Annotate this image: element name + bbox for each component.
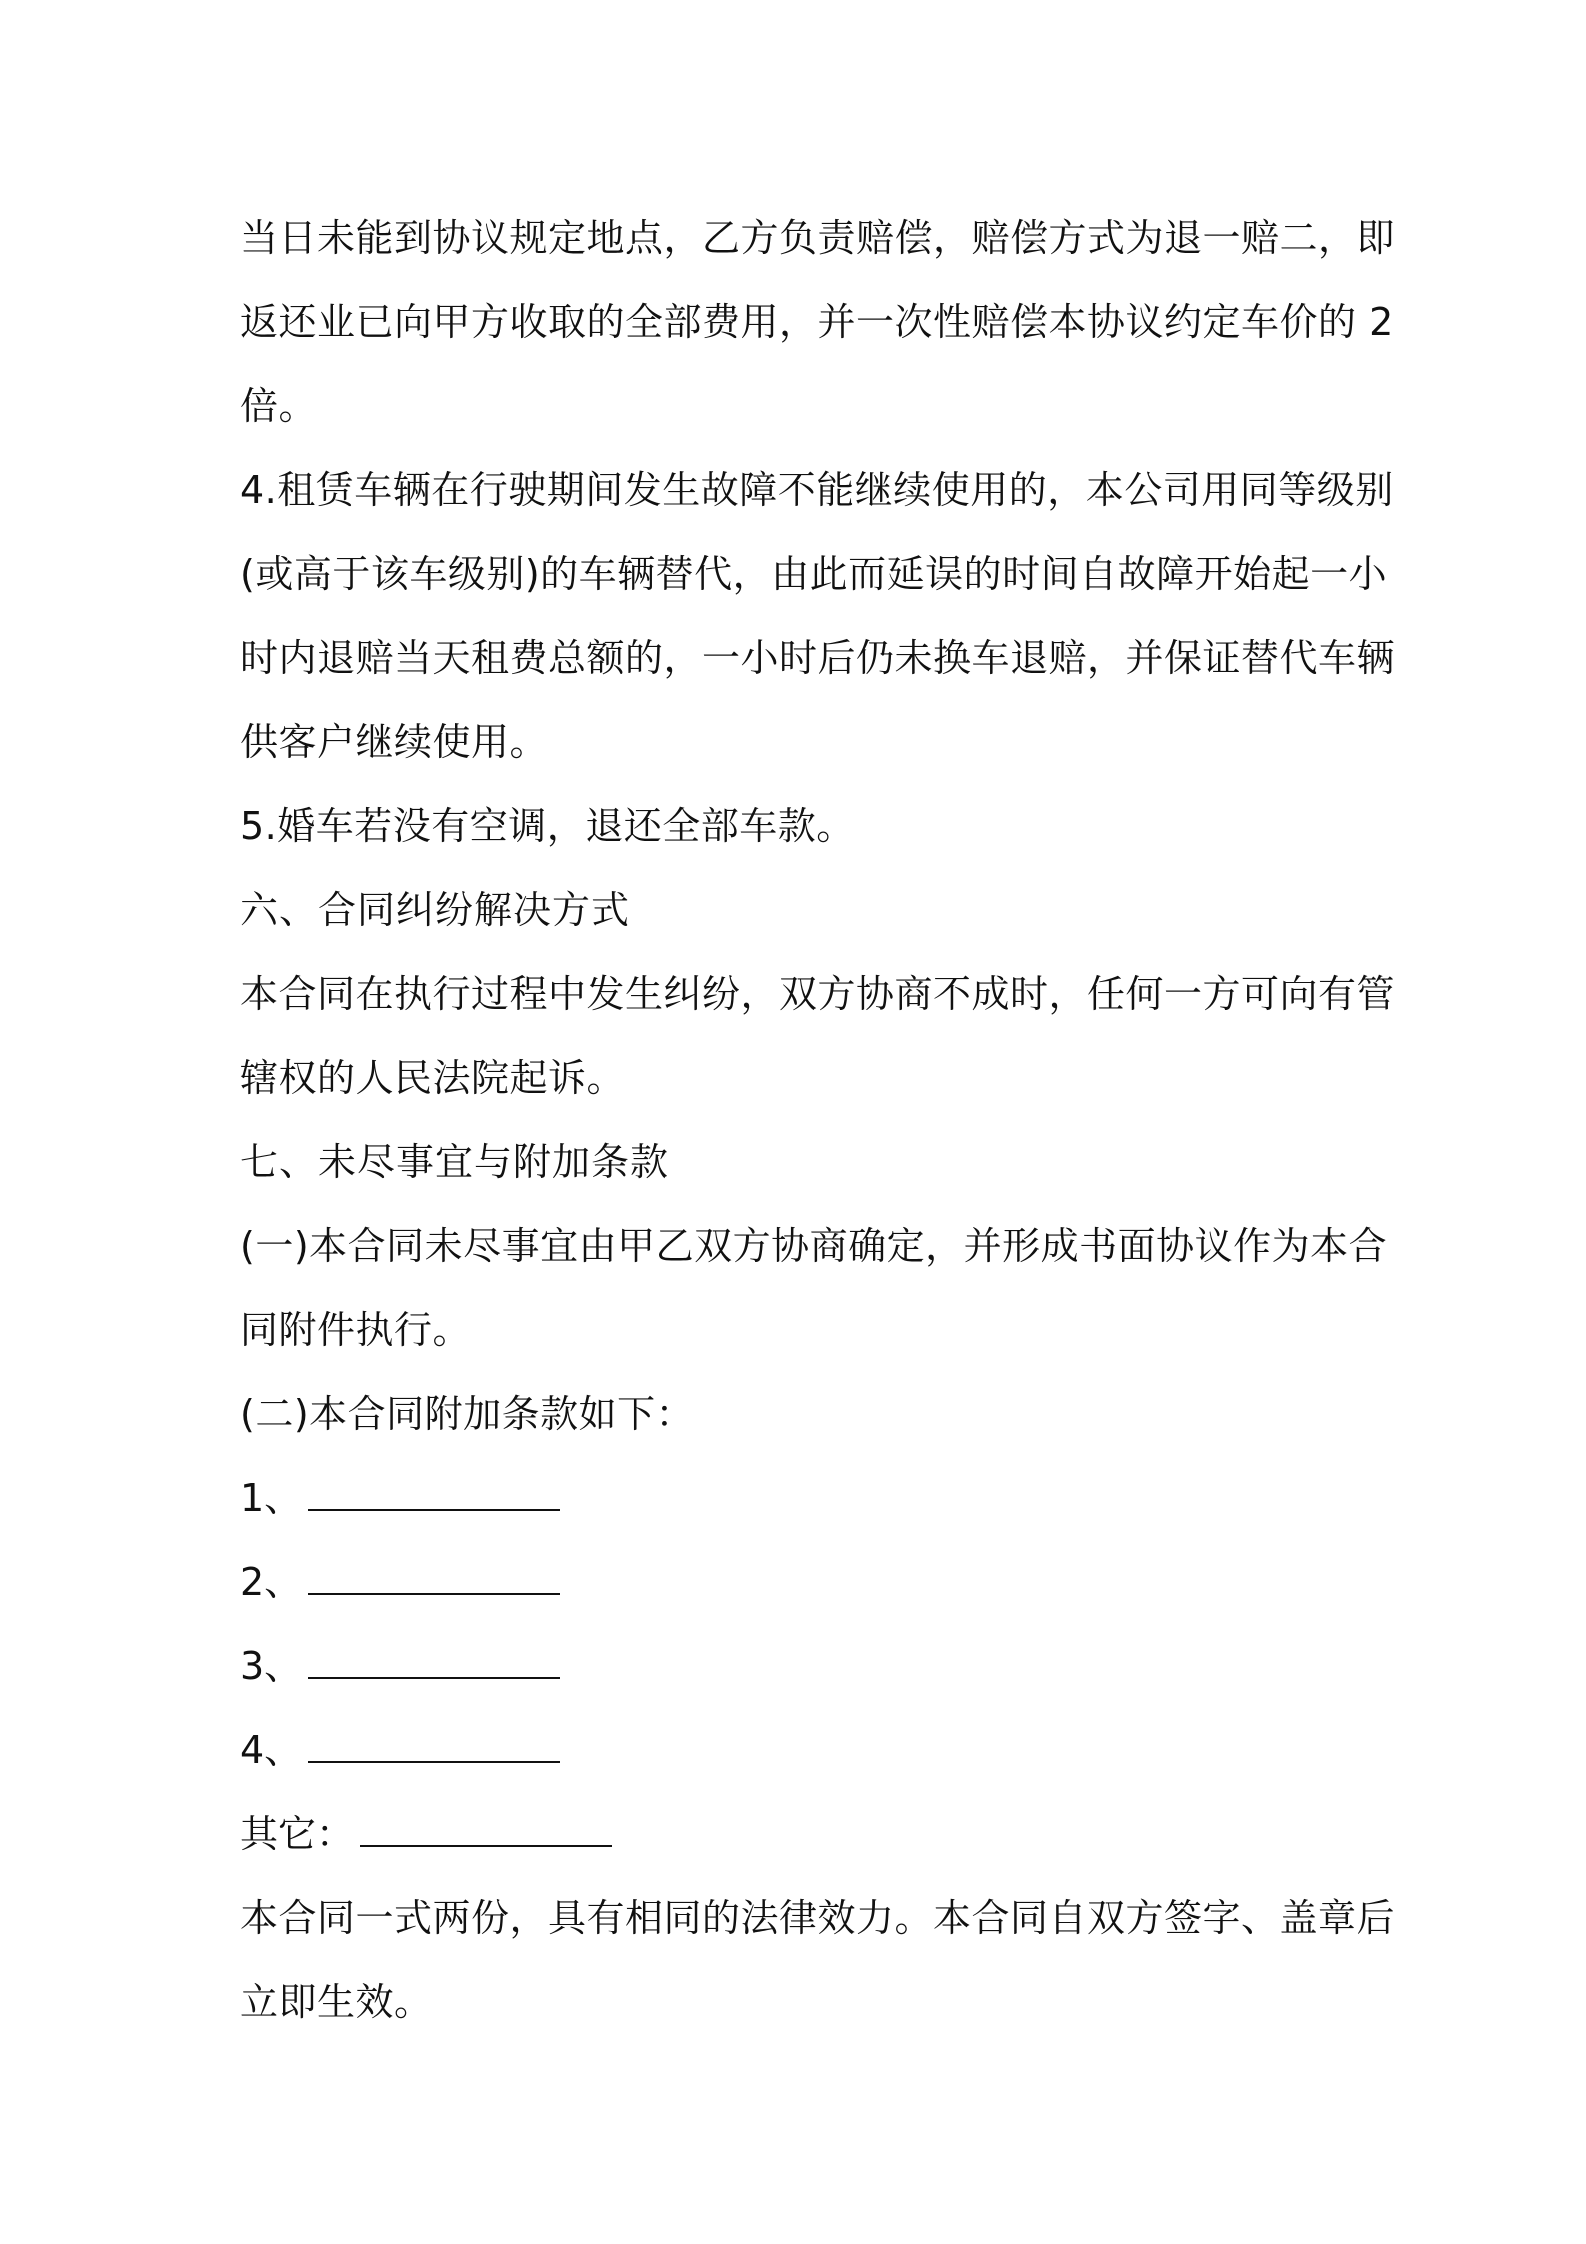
text-line: 同附件执行。 [240, 1308, 472, 1352]
blank-label: 其它： [240, 1812, 355, 1856]
blank-item-other [240, 1792, 1356, 1876]
text-line: (二)本合同附加条款如下： [240, 1392, 695, 1436]
fill-in-blank[interactable] [308, 1479, 560, 1511]
additional-terms-blanks [240, 1456, 1356, 1876]
blank-label: 4、 [240, 1728, 303, 1772]
fill-in-blank[interactable] [308, 1647, 560, 1679]
text-line: (或高于该车级别)的车辆替代，由此而延误的时间自故障开始起一小 [240, 552, 1388, 596]
fill-in-blank[interactable] [308, 1563, 560, 1595]
clause-5-air-conditioning [240, 784, 1356, 868]
paragraph-unresolved-matters [240, 1204, 1388, 1372]
text-line: (一)本合同未尽事宜由甲乙双方协商确定，并形成书面协议作为本合 [240, 1224, 1388, 1268]
paragraph-closing [240, 1876, 1396, 2044]
text-line: 立即生效。 [240, 1980, 433, 2024]
heading-text: 七、未尽事宜与附加条款 [240, 1140, 670, 1184]
blank-label: 2、 [240, 1560, 303, 1604]
clause-4-vehicle-fault [240, 448, 1396, 784]
blank-label: 1、 [240, 1476, 303, 1520]
text-line: 5.婚车若没有空调，退还全部车款。 [240, 804, 855, 848]
fill-in-blank[interactable] [360, 1815, 612, 1847]
text-line: 供客户继续使用。 [240, 720, 549, 764]
text-line: 本合同一式两份，具有相同的法律效力。本合同自双方签字、盖章后 [240, 1896, 1396, 1940]
blank-item-3 [240, 1624, 1356, 1708]
section-heading-supplementary-terms [240, 1120, 1356, 1204]
text-line: 本合同在执行过程中发生纠纷，双方协商不成时，任何一方可向有管 [240, 972, 1396, 1016]
heading-text: 六、合同纠纷解决方式 [240, 888, 631, 932]
blank-label: 3、 [240, 1644, 303, 1688]
text-line: 倍。 [240, 384, 318, 428]
paragraph-compensation [240, 196, 1396, 448]
text-line: 返还业已向甲方收取的全部费用，并一次性赔偿本协议约定车价的 2 [240, 300, 1394, 344]
fill-in-blank[interactable] [308, 1731, 560, 1763]
section-heading-dispute-resolution [240, 868, 1356, 952]
paragraph-additional-terms-intro [240, 1372, 1356, 1456]
text-line: 当日未能到协议规定地点，乙方负责赔偿，赔偿方式为退一赔二，即 [240, 216, 1396, 260]
blank-item-2 [240, 1540, 1356, 1624]
paragraph-dispute-resolution [240, 952, 1396, 1120]
text-line: 4.租赁车辆在行驶期间发生故障不能继续使用的，本公司用同等级别 [240, 468, 1394, 512]
text-line: 辖权的人民法院起诉。 [240, 1056, 626, 1100]
blank-item-1 [240, 1456, 1356, 1540]
blank-item-4 [240, 1708, 1356, 1792]
document-page [240, 196, 1396, 2044]
text-line: 时内退赔当天租费总额的，一小时后仍未换车退赔，并保证替代车辆 [240, 636, 1396, 680]
